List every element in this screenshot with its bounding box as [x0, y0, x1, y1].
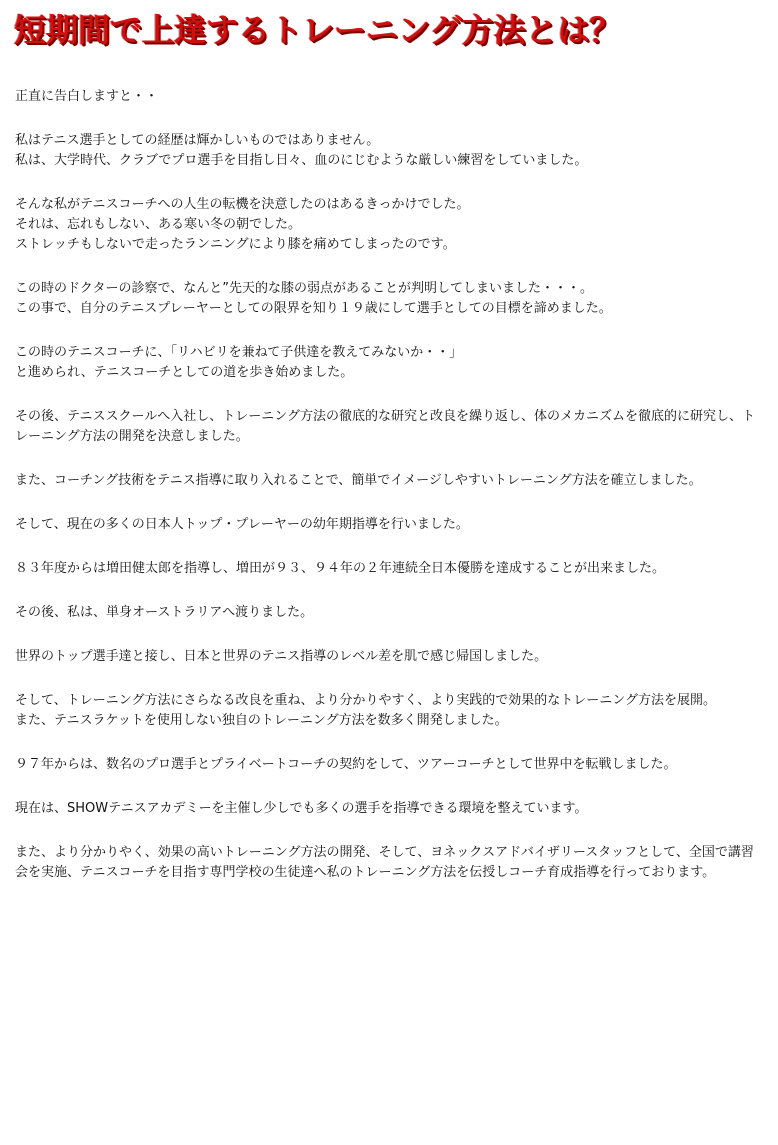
body-paragraph: [15, 603, 758, 623]
article-headline: 短期間で上達するトレーニング方法とは？: [14, 11, 622, 49]
paragraph-line: ８３年度からは増田健太郎を指導し、増田が９３、９４年の２年連続全日本優勝を達成することが出来ました。: [15, 561, 666, 576]
paragraph-line: 私はテニス選手としての経歴は輝かしいものではありません。: [15, 133, 380, 148]
article-body: [15, 87, 758, 907]
body-paragraph: [15, 195, 758, 255]
paragraph-line: それは、忘れもしない、ある寒い冬の朝でした。: [15, 217, 302, 232]
paragraph-line: この事で、自分のテニスプレーヤーとしての限界を知り１９歳にして選手としての目標を諦めました。: [15, 301, 612, 316]
body-paragraph: [15, 343, 758, 383]
body-paragraph: [15, 755, 758, 775]
body-paragraph: [15, 691, 758, 731]
body-paragraph: [15, 515, 758, 535]
paragraph-line: この時のドクターの診察で、なんと”先天的な膝の弱点があることが判明してしまいました・・・。: [15, 281, 593, 296]
paragraph-line: また、より分かりやく、効果の高いトレーニング方法の開発、そして、ヨネックスアドバイザリースタッフとして、全国で講習会を実施、テニスコーチを目指す専門学校の生徒達へ私のトレーニング方法を伝授しコーチ育成指導を行っております。: [15, 845, 754, 880]
body-paragraph: [15, 279, 758, 319]
body-paragraph: [15, 799, 758, 819]
paragraph-line: この時のテニスコーチに、「リハビリを兼ねて子供達を教えてみないか・・」: [15, 345, 463, 360]
paragraph-line: 現在は、SHOWテニスアカデミーを主催し少しでも多くの選手を指導できる環境を整えています。: [15, 801, 588, 816]
body-paragraph: [15, 559, 758, 579]
paragraph-line: その後、テニススクールへ入社し、トレーニング方法の徹底的な研究と改良を繰り返し、体のメカニズムを徹底的に研究し、トレーニング方法の開発を決意しました。: [15, 409, 755, 444]
paragraph-line: ストレッチもしないで走ったランニングにより膝を痛めてしまったのです。: [15, 237, 456, 252]
body-paragraph: [15, 843, 758, 883]
paragraph-line: また、テニスラケットを使用しない独自のトレーニング方法を数多く開発しました。: [15, 713, 508, 728]
paragraph-line: ９７年からは、数名のプロ選手とプライベートコーチの契約をして、ツアーコーチとして世界中を転戦しました。: [15, 757, 677, 772]
paragraph-line: そして、現在の多くの日本人トップ・プレーヤーの幼年期指導を行いました。: [15, 517, 469, 532]
paragraph-line: そして、トレーニング方法にさらなる改良を重ね、より分かりやすく、より実践的で効果的なトレーニング方法を展開。: [15, 693, 716, 708]
body-paragraph: [15, 471, 758, 491]
paragraph-line: その後、私は、単身オーストラリアへ渡りました。: [15, 605, 314, 620]
body-paragraph: [15, 647, 758, 667]
paragraph-line: 私は、大学時代、クラブでプロ選手を目指し日々、血のにじむような厳しい練習をしていました。: [15, 153, 588, 168]
body-paragraph: [15, 407, 758, 447]
body-paragraph: [15, 131, 758, 171]
paragraph-line: 正直に告白しますと・・: [15, 89, 159, 104]
paragraph-line: 世界のトップ選手達と接し、日本と世界のテニス指導のレベル差を肌で感じ帰国しました。: [15, 649, 548, 664]
paragraph-line: と進められ、テニスコーチとしての道を歩き始めました。: [15, 365, 354, 380]
paragraph-line: そんな私がテニスコーチへの人生の転機を決意したのはあるきっかけでした。: [15, 197, 470, 212]
paragraph-line: また、コーチング技術をテニス指導に取り入れることで、簡単でイメージしやすいトレーニング方法を確立しました。: [15, 473, 702, 488]
body-paragraph: [15, 87, 758, 107]
